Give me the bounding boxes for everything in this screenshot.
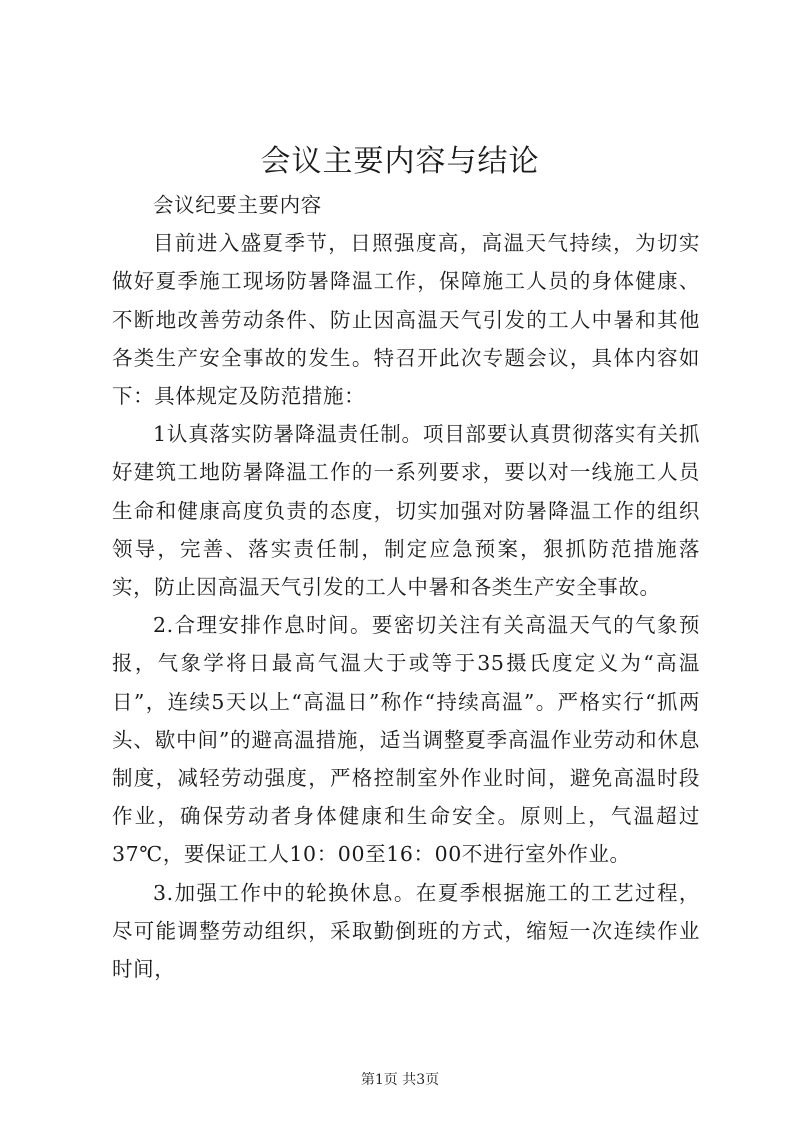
paragraph-item-1: 1认真落实防暑降温责任制。项目部要认真贯彻落实有关抓好建筑工地防暑降温工作的一系列要求，要以对一线施工人员生命和健康高度负责的态度，切实加强对防暑降温工作的组织领导，完善、落实责任制，制定应急预案，狠抓防范措施落实，防止因高温天气引发的工人中暑和各类生产安全事故。 <box>112 422 700 600</box>
document-title: 会议主要内容与结论 <box>260 144 540 179</box>
document-body <box>112 186 700 988</box>
page-footer: 第1页 共3页 <box>360 1072 440 1088</box>
paragraph-subtitle: 会议纪要主要内容 <box>153 193 322 217</box>
paragraph-item-2: 2.合理安排作息时间。要密切关注有关高温天气的气象预报，气象学将日最高气温大于或等于35摄氏度定义为“高温日”，连续5天以上“高温日”称作“持续高温”。严格实行“抓两头、歇中间”的避高温措施，适当调整夏季高温作业劳动和休息制度，减轻劳动强度，严格控制室外作业时间，避免高温时段作业，确保劳动者身体健康和生命安全。原则上，气温超过37℃，要保证工人10：00至16：00不进行室外作业。 <box>112 613 700 867</box>
paragraph-item-3: 3.加强工作中的轮换休息。在夏季根据施工的工艺过程，尽可能调整劳动组织，采取勤倒班的方式，缩短一次连续作业时间， <box>112 880 700 982</box>
paragraph-intro: 目前进入盛夏季节，日照强度高，高温天气持续，为切实做好夏季施工现场防暑降温工作，保障施工人员的身体健康、不断地改善劳动条件、防止因高温天气引发的工人中暑和其他各类生产安全事故的发生。特召开此次专题会议，具体内容如下：具体规定及防范措施： <box>112 231 700 409</box>
